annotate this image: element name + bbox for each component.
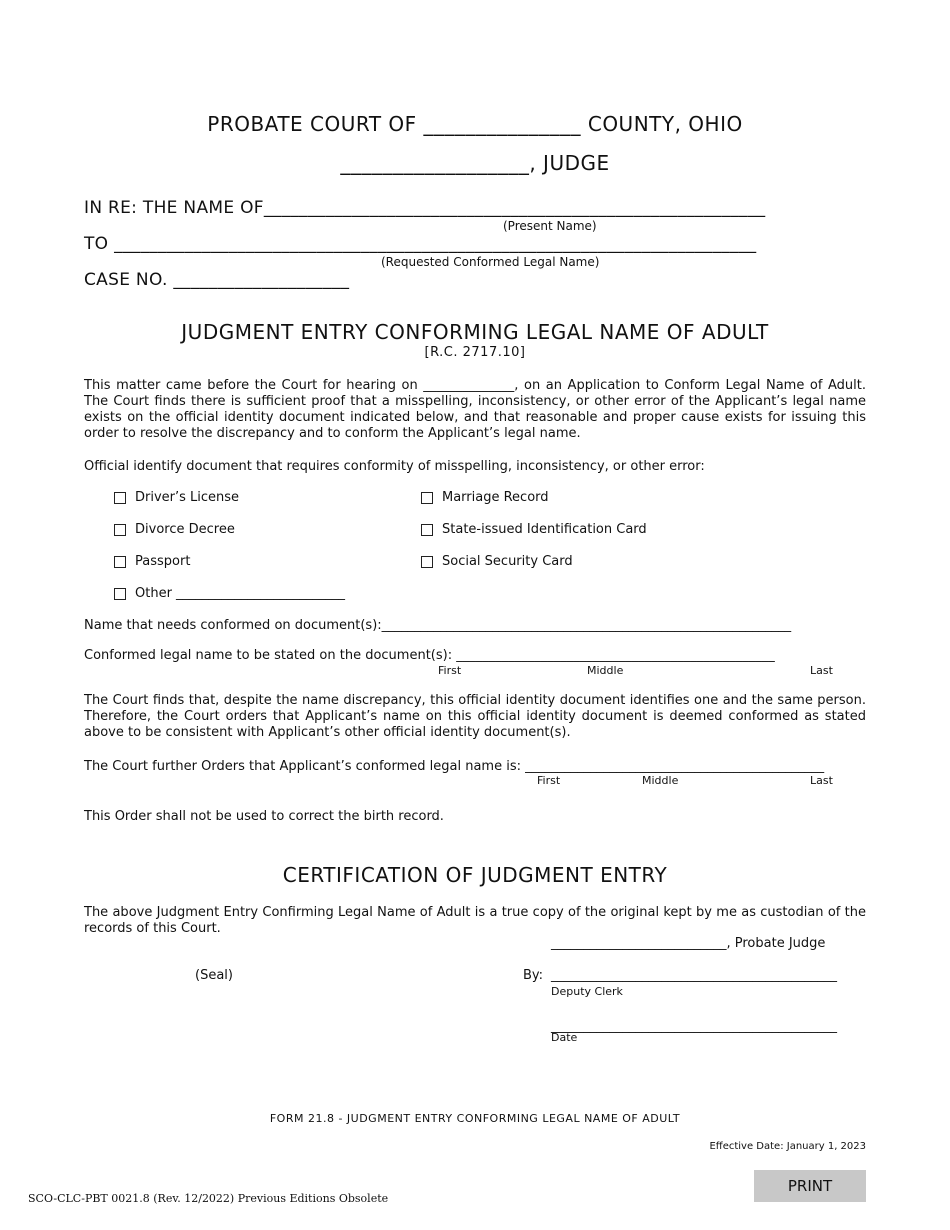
last-name-caption-2: Last <box>810 774 833 787</box>
marriage-record-label: Marriage Record <box>442 490 549 505</box>
divorce-decree-checkbox[interactable] <box>114 524 126 536</box>
effective-date: Effective Date: January 1, 2023 <box>709 1141 866 1152</box>
requested-name-note: (Requested Conformed Legal Name) <box>381 255 600 269</box>
probate-judge-signature[interactable]: ___________________________, Probate Judge <box>551 936 826 951</box>
present-name-note: (Present Name) <box>503 219 597 233</box>
marriage-record-checkbox[interactable] <box>421 492 433 504</box>
finding-paragraph: The Court finds that, despite the name discrepancy, this official identity document identifies one and the same person. Therefore, the Court orders that Applicant’s name on this official identity document is deemed conformed as stated above to be consistent with Applicant’s other official identity document(s). <box>84 693 866 740</box>
deputy-clerk-caption: Deputy Clerk <box>551 985 623 998</box>
requested-name-field[interactable]: TO _________________________________________________________________________ <box>84 234 757 254</box>
state-id-checkbox[interactable] <box>421 524 433 536</box>
case-number-field[interactable]: CASE NO. ____________________ <box>84 270 350 290</box>
conformed-name-field[interactable]: Conformed legal name to be stated on the document(s): _________________________________________________ <box>84 648 775 663</box>
passport-checkbox[interactable] <box>114 556 126 568</box>
certification-paragraph: The above Judgment Entry Confirming Legal Name of Adult is a true copy of the original kept by me as custodian of the records of this Court. <box>84 905 866 936</box>
middle-name-caption-2: Middle <box>642 774 679 787</box>
other-checkbox[interactable] <box>114 588 126 600</box>
birth-record-note: This Order shall not be used to correct the birth record. <box>84 809 444 824</box>
seal-label: (Seal) <box>195 968 233 983</box>
drivers-license-checkbox[interactable] <box>114 492 126 504</box>
date-caption: Date <box>551 1031 578 1044</box>
by-label: By: <box>523 968 544 983</box>
drivers-license-label: Driver’s License <box>135 490 240 505</box>
form-title: FORM 21.8 - JUDGMENT ENTRY CONFORMING LEGAL NAME OF ADULT <box>269 1112 681 1125</box>
passport-label: Passport <box>135 554 191 569</box>
deputy-clerk-signature[interactable]: ____________________________________________ <box>551 968 837 983</box>
form-code: SCO-CLC-PBT 0021.8 (Rev. 12/2022) Previous Editions Obsolete <box>28 1192 389 1205</box>
social-security-checkbox[interactable] <box>421 556 433 568</box>
in-re-name-field[interactable]: IN RE: THE NAME OF_________________________________________________________ <box>84 198 766 218</box>
divorce-decree-label: Divorce Decree <box>135 522 235 537</box>
further-orders-field[interactable]: The Court further Orders that Applicant’s conformed legal name is: ______________________________________________ <box>84 759 825 774</box>
state-id-label: State-issued Identification Card <box>442 522 647 537</box>
date-field[interactable]: ____________________________________________ <box>551 1019 837 1034</box>
document-prompt: Official identify document that requires conformity of misspelling, inconsistency, or other error: <box>84 459 705 474</box>
judgment-title: JUDGMENT ENTRY CONFORMING LEGAL NAME OF ADULT <box>181 320 769 344</box>
judge-line: __________________, JUDGE <box>340 151 610 175</box>
print-button[interactable]: PRINT <box>754 1170 866 1202</box>
intro-paragraph: This matter came before the Court for hearing on ______________, on an Application to Conform Legal Name of Adult. The Court finds there is sufficient proof that a misspelling, inconsistency, or other error of the Applicant’s legal name exists on the official identity document indicated below, and that reasonable and proper cause exists for issuing this order to resolve the discrepancy and to conform the Applicant’s legal name. <box>84 378 866 441</box>
first-name-caption-2: First <box>537 774 561 787</box>
certification-title: CERTIFICATION OF JUDGMENT ENTRY <box>282 863 668 887</box>
social-security-label: Social Security Card <box>442 554 573 569</box>
other-field[interactable]: Other __________________________ <box>135 586 346 601</box>
first-name-caption: First <box>438 664 462 677</box>
name-needs-conformed-field[interactable]: Name that needs conformed on document(s):_______________________________________________________________ <box>84 618 792 633</box>
statute-reference: [R.C. 2717.10] <box>424 345 526 360</box>
court-heading: PROBATE COURT OF _______________ COUNTY, OHIO <box>207 112 743 136</box>
last-name-caption: Last <box>810 664 833 677</box>
middle-name-caption: Middle <box>587 664 624 677</box>
